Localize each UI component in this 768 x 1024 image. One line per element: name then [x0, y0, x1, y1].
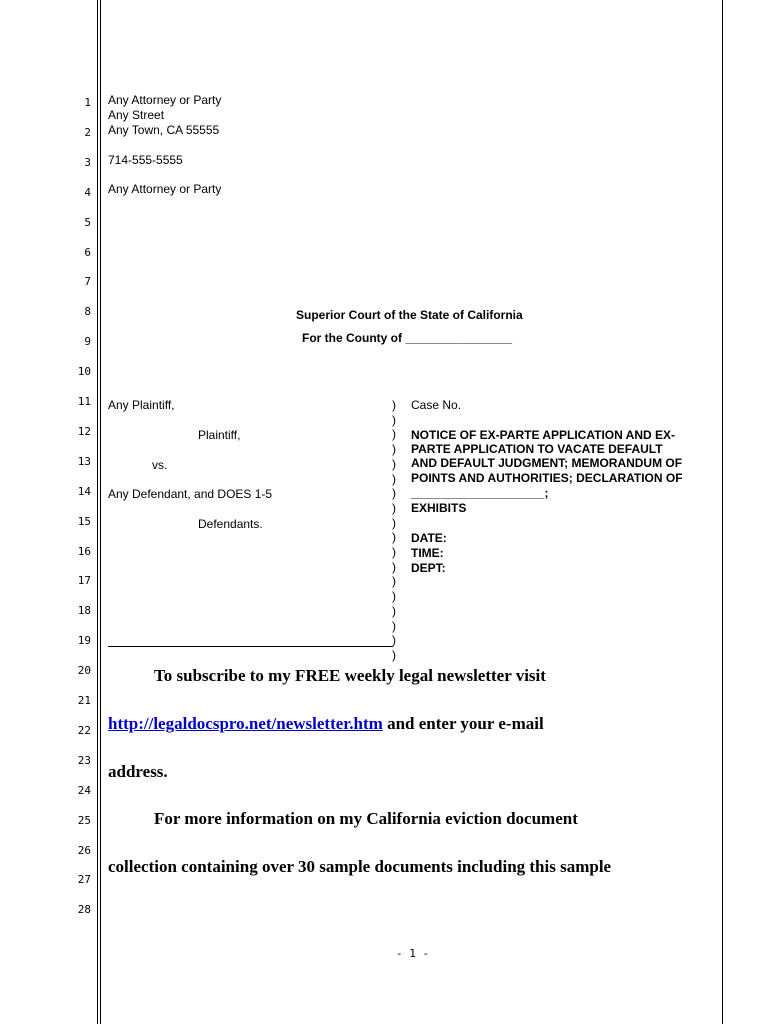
caption-paren: ): [392, 559, 396, 574]
caption-paren: ): [392, 545, 396, 559]
caption-paren: ): [392, 618, 396, 633]
attorney-city: Any Town, CA 55555: [108, 123, 220, 137]
hearing-time-label: TIME:: [411, 546, 444, 560]
caption-paren: ): [392, 500, 396, 515]
address-text: address.: [108, 762, 168, 781]
right-margin-rule: [722, 0, 723, 1024]
more-info-text: For more information on my California eviction document: [154, 809, 578, 828]
attorney-street: Any Street: [108, 108, 165, 122]
line-number: 16: [77, 544, 91, 558]
line-number: 28: [77, 903, 91, 917]
line-number: 18: [77, 604, 91, 618]
caption-paren: ): [392, 515, 396, 530]
left-margin-rule-inner: [100, 0, 101, 1024]
caption-paren: ): [392, 633, 396, 648]
defendant-name: Any Defendant, and DOES 1-5: [108, 487, 273, 501]
line-number: 5: [84, 215, 91, 229]
document-title-line-6: EXHIBITS: [411, 501, 467, 515]
caption-paren: ): [392, 486, 396, 501]
collection-text: collection containing over 30 sample documents including this sample: [108, 857, 612, 876]
line-number: 11: [77, 395, 91, 408]
line-number: 8: [84, 305, 91, 319]
line-number: 21: [77, 694, 91, 707]
newsletter-link[interactable]: http://legaldocspro.net/newsletter.htm: [108, 714, 383, 733]
line-number: 12: [77, 424, 91, 438]
left-margin-rule-outer: [97, 0, 98, 1024]
subscribe-text: To subscribe to my FREE weekly legal newsletter visit: [154, 666, 546, 685]
line-number: 1: [84, 96, 91, 109]
newsletter-line: [108, 714, 544, 734]
court-name: Superior Court of the State of California: [296, 308, 523, 322]
caption-paren: ): [392, 398, 396, 412]
line-number: 23: [77, 753, 91, 767]
versus: vs.: [152, 458, 168, 472]
line-number: 7: [84, 275, 91, 289]
plaintiff-name: Any Plaintiff,: [108, 398, 175, 412]
document-title-line-2: PARTE APPLICATION TO VACATE DEFAULT: [411, 442, 663, 456]
line-number: 3: [84, 155, 91, 169]
line-number: 27: [77, 873, 91, 887]
caption-paren: ): [392, 471, 396, 486]
caption-paren: ): [392, 412, 396, 427]
caption-paren: ): [392, 589, 396, 604]
newsletter-after-link: and enter your e-mail: [382, 714, 544, 733]
caption-bottom-rule: [108, 646, 393, 647]
line-number: 22: [77, 723, 91, 737]
caption-paren: ): [392, 647, 396, 662]
defendant-role: Defendants.: [198, 517, 263, 531]
hearing-dept-label: DEPT:: [411, 561, 446, 575]
document-title-line-4: POINTS AND AUTHORITIES; DECLARATION OF: [411, 471, 683, 485]
line-number: 25: [77, 813, 91, 827]
line-number: 26: [77, 843, 91, 857]
document-title-line-3: AND DEFAULT JUDGMENT; MEMORANDUM OF: [411, 456, 683, 470]
line-number: 19: [77, 634, 91, 648]
attorney-phone: 714-555-5555: [108, 153, 183, 167]
line-number: 10: [77, 365, 91, 379]
line-number: 20: [77, 664, 91, 678]
line-number: 15: [77, 514, 91, 528]
caption-paren: ): [392, 530, 396, 545]
plaintiff-role: Plaintiff,: [198, 428, 241, 442]
caption-paren: ): [392, 456, 396, 471]
line-number: 13: [77, 454, 91, 468]
page-number: - 1 -: [396, 947, 430, 960]
line-number: 4: [84, 185, 91, 199]
caption-paren: ): [392, 442, 396, 457]
case-number-label: Case No.: [411, 398, 462, 412]
attorney-name: Any Attorney or Party: [108, 93, 222, 107]
line-number: 24: [77, 783, 91, 797]
document-title-line-1: NOTICE OF EX-PARTE APPLICATION AND EX-: [411, 428, 676, 442]
hearing-date-label: DATE:: [411, 531, 447, 545]
line-number: 6: [84, 245, 91, 259]
line-number: 2: [84, 125, 91, 139]
caption-paren: ): [392, 574, 396, 589]
caption-paren: ): [392, 427, 396, 442]
document-title-line-5: ____________________;: [411, 486, 549, 500]
line-number: 9: [84, 335, 91, 349]
line-number: 17: [77, 574, 91, 588]
caption-paren: ): [392, 603, 396, 618]
court-county: For the County of ________________: [302, 331, 513, 345]
line-number: 14: [77, 484, 91, 498]
attorney-for: Any Attorney or Party: [108, 182, 222, 196]
